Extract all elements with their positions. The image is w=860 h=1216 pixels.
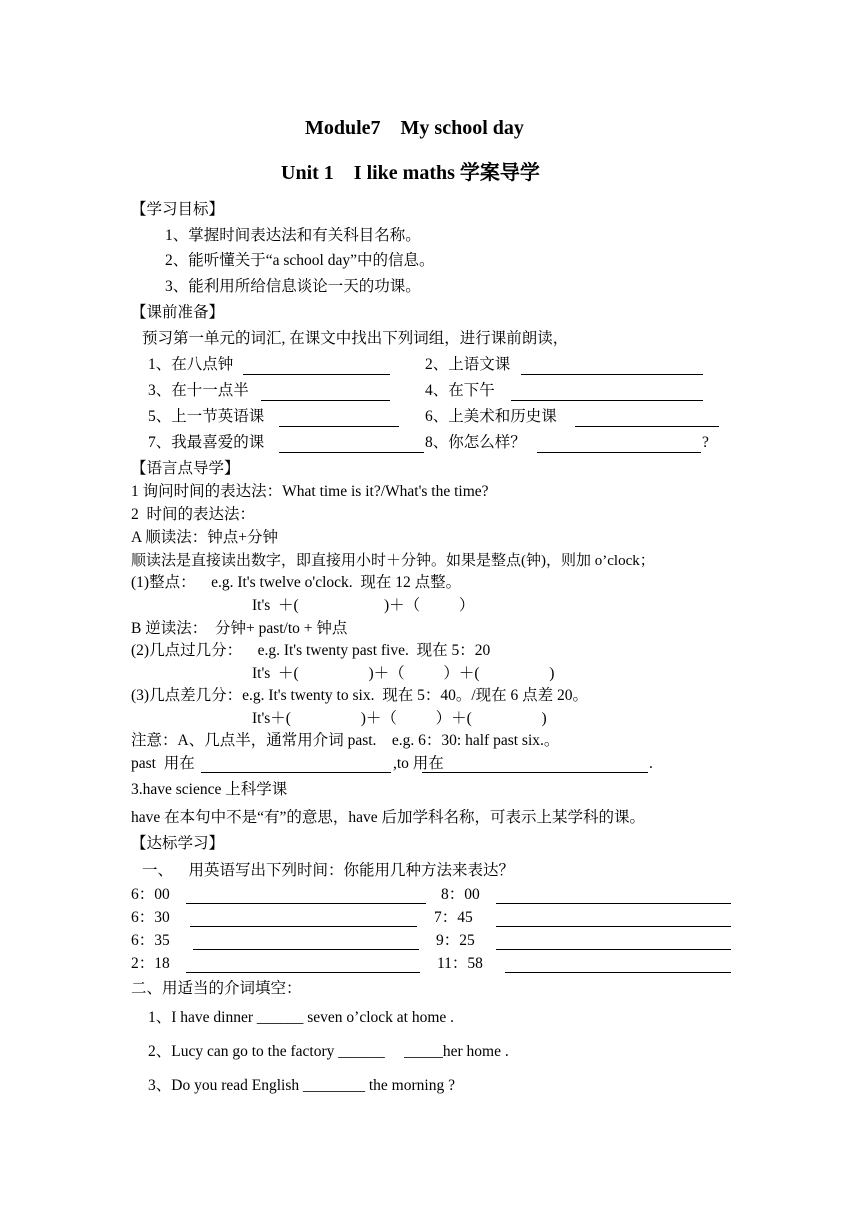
answer-blank[interactable] [511, 400, 703, 401]
prep-item: 7、我最喜爱的课 [148, 434, 265, 451]
time-label: 9：25 [436, 932, 475, 949]
goal-item: 2、能听懂关于“a school day”中的信息。 [165, 252, 435, 269]
answer-blank[interactable] [496, 949, 731, 950]
goal-item: 3、能利用所给信息谈论一天的功课。 [165, 278, 421, 295]
time-label: 8：00 [441, 886, 480, 903]
fill-sentence: 2、Lucy can go to the factory ______ _____her home . [148, 1043, 509, 1060]
lang-line: B 逆读法： 分钟+ past/to + 钟点 [131, 620, 348, 637]
prep-item: 4、在下午 [425, 382, 495, 399]
lang-line: It's ＋( )＋（ ） [252, 597, 475, 614]
answer-blank[interactable] [537, 452, 701, 453]
goals-heading: 【学习目标】 [131, 201, 225, 218]
answer-blank[interactable] [505, 972, 731, 973]
lang-line: A 顺读法：钟点+分钟 [131, 529, 278, 546]
prep-item: 2、上语文课 [425, 356, 511, 373]
page-title: Module7 My school day [305, 117, 524, 139]
time-label: 6：00 [131, 886, 170, 903]
time-label: 7：45 [434, 909, 473, 926]
time-label: 2：18 [131, 955, 170, 972]
answer-blank[interactable] [243, 374, 390, 375]
answer-blank[interactable] [279, 426, 399, 427]
lang-line: have 在本句中不是“有”的意思，have 后加学科名称，可表示上某学科的课。 [131, 809, 646, 826]
lang-line: (1)整点： e.g. It's twelve o'clock. 现在 12 点整。 [131, 574, 462, 591]
lang-line: past 用在 [131, 755, 195, 772]
answer-blank[interactable] [279, 452, 424, 453]
lang-line: (3)几点差几分：e.g. It's twenty to six. 现在 5：40。/现在 6 点差 20。 [131, 687, 589, 704]
answer-blank[interactable] [521, 374, 703, 375]
prep-item: 5、上一节英语课 [148, 408, 265, 425]
practice-question-2: 二、用适当的介词填空： [131, 980, 302, 997]
practice-heading: 【达标学习】 [131, 835, 225, 852]
answer-blank[interactable] [422, 772, 648, 773]
prep-intro: 预习第一单元的词汇, 在课文中找出下列词组，进行课前朗读， [142, 330, 569, 347]
lang-line: 3.have science 上科学课 [131, 781, 288, 798]
prep-item: 8、你怎么样？ [425, 434, 526, 451]
lang-line: 1 询问时间的表达法：What time is it?/What's the time? [131, 483, 489, 500]
lang-line: 2 时间的表达法： [131, 506, 256, 523]
lang-line: 注意：A、几点半，通常用介词 past. e.g. 6：30: half past six.。 [131, 732, 560, 749]
prep-heading: 【课前准备】 [131, 304, 225, 321]
fill-sentence: 1、I have dinner ______ seven o’clock at home . [148, 1009, 455, 1026]
answer-blank[interactable] [496, 903, 731, 904]
lang-line: (2)几点过几分： e.g. It's twenty past five. 现在 5：20 [131, 642, 491, 659]
prep-item: 6、上美术和历史课 [425, 408, 557, 425]
time-label: 6：30 [131, 909, 170, 926]
lang-line: ,to 用在 [393, 755, 444, 772]
answer-blank[interactable] [193, 949, 419, 950]
prep-item: 1、在八点钟 [148, 356, 234, 373]
answer-blank[interactable] [261, 400, 390, 401]
lang-line: . [649, 755, 653, 772]
answer-blank[interactable] [190, 926, 417, 927]
answer-blank[interactable] [201, 772, 391, 773]
lang-line: It's ＋( )＋（ ）＋( ) [252, 665, 555, 682]
time-label: 11：58 [437, 955, 483, 972]
page-subtitle: Unit 1 I like maths 学案导学 [281, 162, 540, 184]
answer-blank[interactable] [496, 926, 731, 927]
goal-item: 1、掌握时间表达法和有关科目名称。 [165, 227, 421, 244]
lang-line: It's＋( )＋（ ）＋( ) [252, 710, 547, 727]
prep-item: 3、在十一点半 [148, 382, 249, 399]
practice-question-1: 一、 用英语写出下列时间：你能用几种方法来表达？ [142, 862, 515, 879]
time-label: 6：35 [131, 932, 170, 949]
answer-blank[interactable] [186, 972, 420, 973]
lang-line: 顺读法是直接读出数字，即直接用小时＋分钟。如果是整点(钟)，则加 o’clock； [131, 553, 655, 569]
answer-blank[interactable] [186, 903, 426, 904]
lang-heading: 【语言点导学】 [131, 460, 240, 477]
answer-blank[interactable] [575, 426, 719, 427]
question-mark: ? [702, 434, 709, 451]
fill-sentence: 3、Do you read English ________ the morning ? [148, 1077, 455, 1094]
